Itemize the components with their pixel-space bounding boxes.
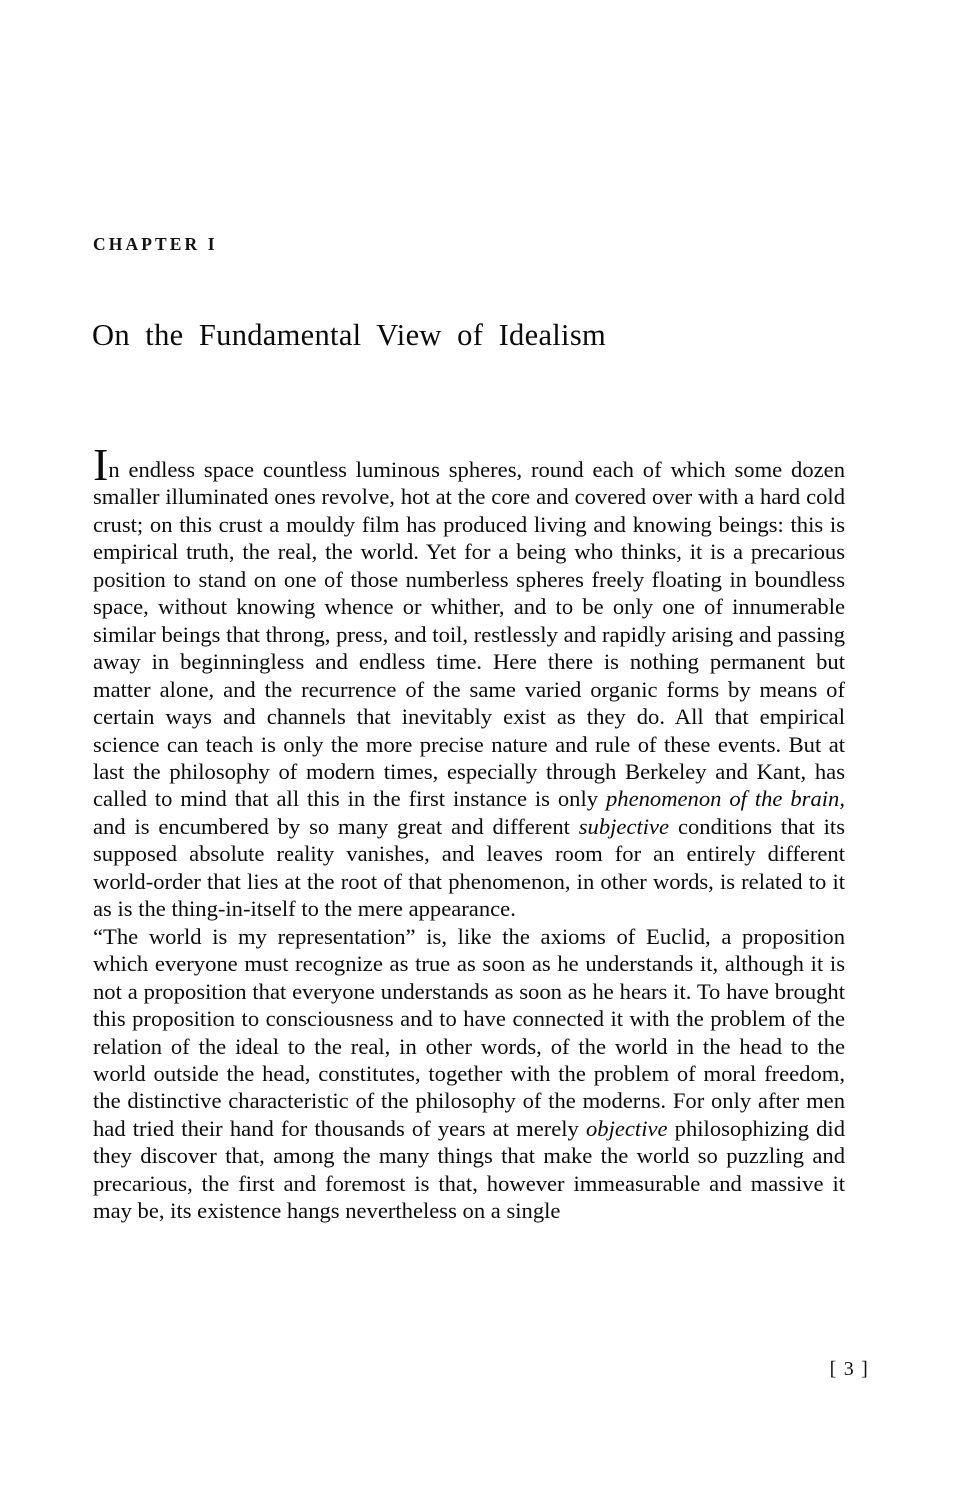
emphasized-text: phenomenon of the brain,: [605, 786, 845, 812]
page-number: [ 3 ]: [829, 1358, 869, 1380]
body-text-column: [93, 439, 846, 1225]
page-title: On the Fundamental View of Idealism: [92, 318, 607, 353]
emphasized-text: objective: [586, 1115, 668, 1141]
emphasized-text: subjective: [578, 813, 670, 839]
paragraph-1: [93, 439, 846, 923]
body-text-run: conditions that its supposed absolute reality vanishes, and leaves room for an entirely different world-order that lies at the root of that phenomenon, in other words, is related to it as is the thing-in-itself to the mere appearance.: [93, 813, 846, 922]
drop-cap: I: [93, 439, 109, 490]
body-text-run: “The world is my representation” is, like the axioms of Euclid, a proposition which everyone must recognize as true as soon as he understands it, although it is not a proposition that everyone understands as soon as he hears it. To have brought this proposition to consciousness and to have connected it with the problem of the relation of the ideal to the real, in other words, of the world in the head to the world outside the head, constitutes, together with the problem of moral freedom, the distinctive characteristic of the philosophy of the moderns. For only after men had tried their hand for thousands of years at merely: [93, 923, 845, 1141]
body-text-run: n endless space countless luminous spheres, round each of which some dozen smaller illuminated ones revolve, hot at the core and covered over with a hard cold crust; on this crust a mouldy film has produced living and knowing beings: this is empirical truth, the real, the world. Yet for a being who thinks, it is a precarious position to stand on one of those numberless spheres freely floating in boundless space, without knowing whence or whither, and to be only one of innumerable similar beings that throng, press, and toil, restlessly and rapidly arising and passing away in beginningless and endless time. Here there is nothing permanent but matter alone, and the recurrence of the same varied organic forms by means of certain ways and channels that inevitably exist as they do. All that empirical science can teach is only the more precise nature and rule of these events. But at last the philosophy of modern times, especially through Berkeley and Kant, has called to mind that all this in the first instance is only: [93, 457, 845, 812]
body-text-run: and is encumbered by so many great and different: [93, 813, 579, 839]
paragraph-2: [93, 923, 845, 1225]
body-text-run: philosophizing did they discover that, among the many things that make the world so puzzling and precarious, the first and foremost is that, however immeasurable and massive it may be, its existence hangs nevertheless on a single: [93, 1115, 846, 1224]
chapter-label: CHAPTER I: [93, 234, 218, 254]
